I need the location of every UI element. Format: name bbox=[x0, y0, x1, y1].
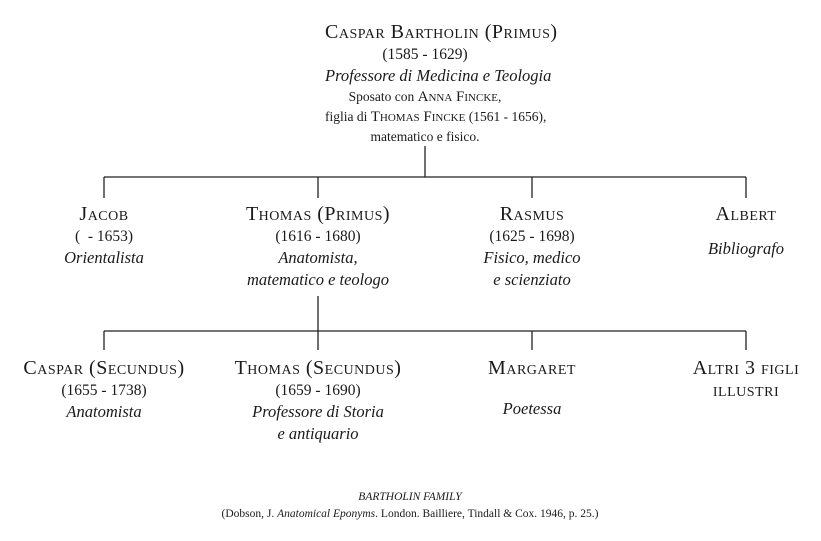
grandchild-node-caspar-secundus bbox=[4, 356, 204, 423]
grandchild-role: Professore di Storia bbox=[252, 402, 384, 421]
root-note-2: figlia di Thomas Fincke (1561 - 1656), bbox=[325, 109, 547, 125]
grandchild-name-cont: illustri bbox=[712, 379, 780, 401]
grandchild-name: Caspar (Secundus) bbox=[23, 357, 185, 379]
child-years: (1625 - 1698) bbox=[489, 228, 575, 245]
child-role-cont: matematico e teologo bbox=[246, 270, 390, 289]
grandchild-role-cont: e antiquario bbox=[277, 424, 359, 443]
caption-title: BARTHOLIN FAMILY bbox=[358, 491, 462, 503]
root-note-1: Sposato con Anna Fincke, bbox=[348, 89, 502, 105]
grandchild-role: Anatomista bbox=[66, 402, 142, 421]
child-name: Albert bbox=[715, 203, 777, 225]
root-role: Professore di Medicina e Teologia bbox=[325, 66, 552, 85]
grandchild-node-margaret bbox=[452, 356, 612, 420]
child-name: Thomas (Primus) bbox=[245, 203, 391, 225]
child-years: (1616 - 1680) bbox=[275, 228, 361, 245]
child-role: Bibliografo bbox=[707, 239, 785, 258]
child-role-cont: e scienziato bbox=[493, 270, 571, 289]
root-years: (1585 - 1629) bbox=[382, 46, 468, 63]
grandchild-node-thomas-secundus bbox=[208, 356, 428, 445]
child-role: Orientalista bbox=[64, 248, 144, 267]
grandchild-name: Margaret bbox=[488, 357, 576, 379]
child-name: Rasmus bbox=[499, 203, 565, 225]
root-note-3: matematico e fisico. bbox=[370, 129, 480, 144]
root-node bbox=[325, 20, 558, 146]
child-years: ( - 1653) bbox=[74, 228, 134, 245]
father-in-law-name: Thomas Fincke bbox=[370, 109, 466, 125]
caption-source: (Dobson, J. Anatomical Eponyms. London. Bailliere, Tindall & Cox. 1946, p. 25.) bbox=[221, 508, 599, 520]
grandchild-years: (1655 - 1738) bbox=[61, 382, 147, 399]
child-role: Anatomista, bbox=[278, 248, 358, 267]
child-node-thomas-primus bbox=[208, 202, 428, 291]
spouse-name: Anna Fincke bbox=[417, 89, 498, 105]
root-name: Caspar Bartholin (Primus) bbox=[325, 21, 558, 43]
grandchild-node-altri bbox=[651, 356, 821, 400]
grandchild-name: Thomas (Secundus) bbox=[234, 357, 402, 379]
child-node-jacob bbox=[24, 202, 184, 269]
child-name: Jacob bbox=[79, 203, 129, 225]
grandchild-name: Altri 3 figli bbox=[692, 357, 800, 379]
caption-book-title: Anatomical Eponyms bbox=[277, 508, 376, 520]
caption bbox=[110, 489, 710, 523]
child-role: Fisico, medico bbox=[483, 248, 581, 267]
grandchild-years: (1659 - 1690) bbox=[275, 382, 361, 399]
child-node-albert bbox=[666, 202, 821, 260]
child-node-rasmus bbox=[452, 202, 612, 291]
grandchild-role: Poetessa bbox=[502, 399, 562, 418]
